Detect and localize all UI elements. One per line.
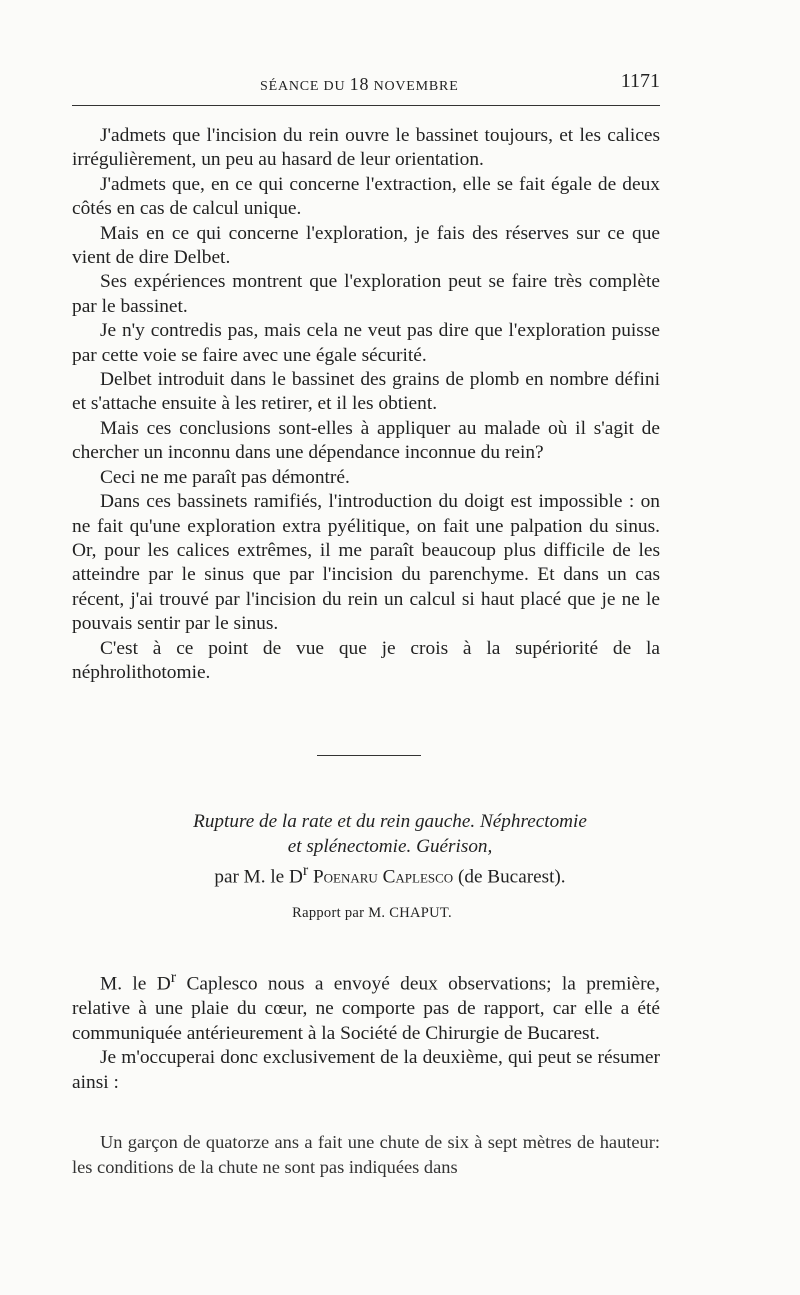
paragraph: Ceci ne me paraît pas démontré. bbox=[100, 466, 350, 488]
paragraph: J'admets que l'incision du rein ouvre le bassinet toujours, et les calices irrégulièrement, un peu au hasard de leur orientation. bbox=[72, 125, 660, 171]
report-text bbox=[72, 966, 660, 1095]
author-prefix: par M. le D bbox=[214, 866, 303, 888]
author-suffix: (de Bucarest). bbox=[453, 866, 566, 888]
page-number: 1171 bbox=[620, 70, 660, 92]
paragraph: Delbet introduit dans le bassinet des grains de plomb en nombre défini et s'attache ensuite à les retirer, et il les obtient. bbox=[72, 369, 660, 415]
p1-sup: r bbox=[170, 969, 177, 986]
paragraph: Mais en ce qui concerne l'exploration, je fais des réserves sur ce que vient de dire Delbet. bbox=[72, 222, 660, 269]
article-heading bbox=[100, 810, 680, 890]
paragraph: Ses expériences montrent que l'exploration peut se faire très complète par le bassinet. bbox=[72, 271, 660, 317]
paragraph bbox=[72, 966, 660, 1046]
article-title-line-1: Rupture de la rate et du rein gauche. Néphrectomie bbox=[193, 811, 587, 832]
paragraph: Je m'occuperai donc exclusivement de la deuxième, qui peut se résumer ainsi : bbox=[72, 1047, 660, 1093]
section-separator bbox=[317, 755, 421, 756]
paragraph: Un garçon de quatorze ans a fait une chute de six à sept mètres de hauteur: les conditions de la chute ne sont pas indiquées dans bbox=[72, 1132, 660, 1177]
paragraph: Mais ces conclusions sont-elles à appliquer au malade où il s'agit de chercher un inconnu dans une dépendance inconnue du rein? bbox=[72, 417, 660, 464]
author-sup: r bbox=[302, 862, 309, 879]
case-text bbox=[72, 1130, 660, 1179]
article-title-line-2: et splénectomie. Guérison, bbox=[287, 835, 493, 857]
running-title-pre: SÉANCE DU bbox=[260, 79, 350, 94]
discussion-text bbox=[72, 124, 660, 685]
author-name: Poenaru Caplesco bbox=[312, 866, 454, 888]
report-byline: Rapport par M. CHAPUT. bbox=[292, 905, 452, 921]
running-title bbox=[260, 74, 459, 95]
paragraph: J'admets que, en ce qui concerne l'extraction, elle se fait égale de deux côtés en cas de calcul unique. bbox=[72, 173, 660, 220]
p1-post: Caplesco nous a envoyé deux observations; la première, relative à une plaie du cœur, ne comporte pas de rapport, car elle a été communiquée antérieurement à la Société de Chirurgie de Bucarest. bbox=[72, 973, 660, 1044]
paragraph: Je n'y contredis pas, mais cela ne veut pas dire que l'exploration puisse par cette voie se faire avec une égale sécurité. bbox=[72, 320, 660, 366]
running-title-post: NOVEMBRE bbox=[369, 79, 459, 94]
paragraph: C'est à ce point de vue que je crois à la supériorité de la néphrolithotomie. bbox=[72, 637, 660, 683]
paragraph: Dans ces bassinets ramifiés, l'introduction du doigt est impossible : on ne fait qu'une exploration extra pyélitique, on fait une palpation du sinus. Or, pour les calices extrêmes, il me paraît beaucoup plus difficile de les atteindre par le sinus que par l'incision du parenchyme. Et dans un cas récent, j'ai trouvé par l'incision du rein un calcul si haut placé que je ne le pouvais sentir par le sinus. bbox=[72, 491, 660, 635]
p1-pre: M. le D bbox=[100, 973, 171, 995]
header-rule bbox=[72, 105, 660, 106]
running-title-day: 18 bbox=[349, 74, 370, 94]
article-author bbox=[100, 859, 680, 890]
running-head bbox=[140, 70, 660, 96]
